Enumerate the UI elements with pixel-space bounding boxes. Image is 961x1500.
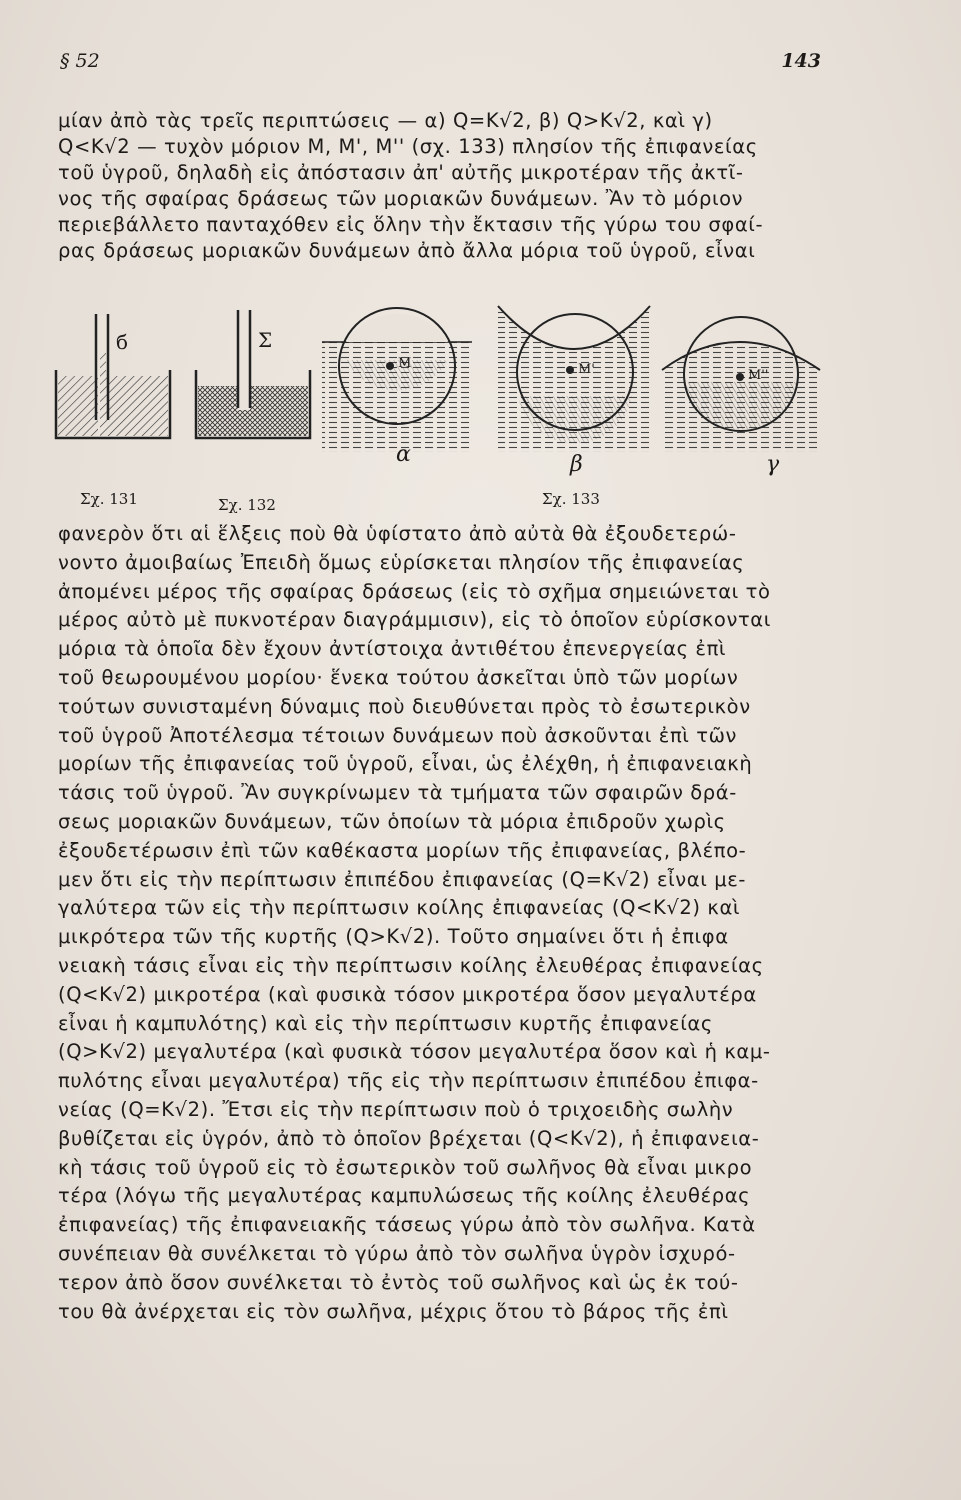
text-line: γαλύτερα τῶν εἰς τὴν περίπτωσιν κοίλης ἐπιφανείας (Q<K√2) καὶ [58,896,741,920]
section-number: § 52 [60,50,100,72]
text-line: νείας (Q=K√2). Ἔτσι εἰς τὴν περίπτωσιν ποὺ ὁ τριχοειδὴς σωλὴν [58,1097,734,1121]
text-line: νοντο ἀμοιβαίως Ἐπειδὴ ὅμως εὑρίσκεται πλησίον τῆς ἐπιφανείας [58,550,745,574]
text-line: ρας δράσεως μοριακῶν δυνάμεων ἀπὸ ἄλλα μόρια τοῦ ὑγροῦ, εἶναι [58,239,756,262]
fig133a-molecule-dot [386,362,394,370]
page-number: 143 [781,50,821,72]
fig132-letter: Σ [258,328,273,352]
text-line: νειακὴ τάσις εἶναι εἰς τὴν περίπτωσιν κοίλης ἐλευθέρας ἐπιφανείας [58,953,764,977]
fig133c-molecule-label: M'' [748,368,769,383]
text-line: νος τῆς σφαίρας δράσεως τῶν μοριακῶν δυνάμεων. Ἂν τὸ μόριον [58,187,744,210]
fig132-liquid [198,386,308,436]
text-line: μίαν ἀπὸ τὰς τρεῖς περιπτώσεις — α) Q=K√2, β) Q>K√2, καὶ γ) [58,109,713,132]
fig131-vessel [56,314,170,438]
fig132-caption: Σχ. 132 [218,496,276,514]
figures-row [40,300,900,514]
text-line: Q<K√2 — τυχὸν μόριον M, M', M'' (σχ. 133) πλησίον τῆς ἐπιφανείας [58,135,758,158]
text-line: μικρότερα τῶν τῆς κυρτῆς (Q>K√2). Τοῦτο σημαίνει ὅτι ἡ ἐπιφα [58,925,729,949]
text-line: φανερὸν ὅτι αἱ ἕλξεις ποὺ θὰ ὑφίστατο ἀπὸ αὐτὰ θὰ ἐξουδετερώ- [58,522,737,545]
text-line: τερον ἀπὸ ὅσον συνέλκεται τὸ ἐντὸς τοῦ σωλῆνος καὶ ὡς ἐκ τού- [58,1270,739,1294]
text-line: τούτων συνισταμένη δύναμις ποὺ διευθύνεται πρὸς τὸ ἐσωτερικὸν [58,694,751,718]
fig131-letter: б [116,330,129,354]
text-line: μέρος αὐτὸ μὲ πυκνοτέραν διαγράμμισιν), εἰς τὸ ὁποῖον εὑρίσκονται [58,608,771,632]
fig133-caption: Σχ. 133 [542,490,600,508]
text-line: βυθίζεται εἰς ὑγρόν, ἀπὸ τὸ ὁποῖον βρέχεται (Q<K√2), ἡ ἐπιφανεια- [58,1126,760,1150]
text-line: ἐξουδετέρωσιν ἐπὶ τῶν καθέκαστα μορίων τῆς ἐπιφανείας, βλέπο- [58,838,747,862]
fig131-caption: Σχ. 131 [80,490,138,508]
text-line: τάσις τοῦ ὑγροῦ. Ἂν συγκρίνωμεν τὰ τμήματα τῶν σφαιρῶν δρά- [58,781,737,805]
fig131-liquid [58,376,168,436]
fig133c-panel [662,317,820,452]
fig133c-molecule-dot [736,373,744,381]
fig133a-molecule-label: M [398,356,412,371]
fig132-vessel [196,310,310,438]
text-line: (Q>K√2) μεγαλυτέρα (καὶ φυσικὰ τόσον μεγαλυτέρα ὅσον καὶ ἡ καμ- [58,1040,771,1064]
text-line: εἶναι ἡ καμπυλότης) καὶ εἰς τὴν περίπτωσιν κυρτῆς ἐπιφανείας [58,1011,713,1035]
text-line: μόρια τὰ ὁποῖα δὲν ἔχουν ἀντίστοιχα ἀντιθέτου ἐπενεργείας ἐπὶ [58,637,727,661]
fig133c-letter: γ [766,452,780,477]
text-line: (Q<K√2) μικροτέρα (καὶ φυσικὰ τόσον μικροτέρα ὅσον μεγαλυτέρα [58,982,757,1006]
text-line: ἐπιφανείας) τῆς ἐπιφανειακῆς τάσεως γύρω ἀπὸ τὸν σωλῆνα. Κατὰ [58,1213,756,1237]
paragraph-1 [58,108,858,264]
text-line: κὴ τάσις τοῦ ὑγροῦ εἰς τὸ ἐσωτερικὸν τοῦ σωλῆνος θὰ εἶναι μικρο [58,1155,753,1179]
paragraph-2 [58,520,858,1326]
fig133b-panel [498,306,650,452]
text-line: πυλότης εἶναι μεγαλυτέρα) τῆς εἰς τὴν περίπτωσιν ἐπιπέδου ἐπιφα- [58,1069,759,1093]
fig133a-liquid [322,342,472,452]
text-line: περιεβάλλετο πανταχόθεν εἰς ὅλην τὴν ἔκτασιν τῆς γύρω του σφαί- [58,213,764,236]
fig133a-letter: α [396,442,411,467]
fig132-tube-bore [238,310,250,410]
text-line: μεν ὅτι εἰς τὴν περίπτωσιν ἐπιπέδου ἐπιφανείας (Q=K√2) εἶναι με- [58,867,747,891]
fig131-tube-liquid [100,352,106,436]
text-line: τοῦ θεωρουμένου μορίου· ἕνεκα τούτου ἀσκεῖται ὑπὸ τῶν μορίων [58,665,739,689]
text-line: μορίων τῆς ἐπιφανείας τοῦ ὑγροῦ, εἶναι, ὡς ἐλέχθη, ἡ ἐπιφανειακὴ [58,752,753,776]
fig133a-panel [322,308,472,452]
text-line: τοῦ ὑγροῦ, δηλαδὴ εἰς ἀπόστασιν ἀπ' αὐτῆς μικροτέραν τῆς ἀκτῖ- [58,161,744,184]
fig133b-molecule-dot [566,366,574,374]
text-line: του θὰ ἀνέρχεται εἰς τὸν σωλῆνα, μέχρις ὅτου τὸ βάρος τῆς ἐπὶ [58,1299,729,1323]
text-line: τέρα (λόγω τῆς μεγαλυτέρας καμπυλώσεως τῆς κοίλης ἐλευθέρας [58,1184,751,1208]
text-line: συνέπειαν θὰ συνέλκεται τὸ γύρω ἀπὸ τὸν σωλῆνα ὑγρὸν ἰσχυρό- [58,1241,736,1265]
text-line: ἀπομένει μέρος τῆς σφαίρας δράσεως (εἰς τὸ σχῆμα σημειώνεται τὸ [58,579,771,603]
text-line: τοῦ ὑγροῦ Ἀποτέλεσμα τέτοιων δυνάμεων ποὺ ἀσκοῦνται ἐπὶ τῶν [58,723,738,747]
fig133b-molecule-label: M' [578,362,595,377]
fig133b-letter: β [570,452,583,477]
text-line: σεως μοριακῶν δυνάμεων, τῶν ὁποίων τὰ μόρια ἐπιδροῦν χωρὶς [58,809,726,833]
